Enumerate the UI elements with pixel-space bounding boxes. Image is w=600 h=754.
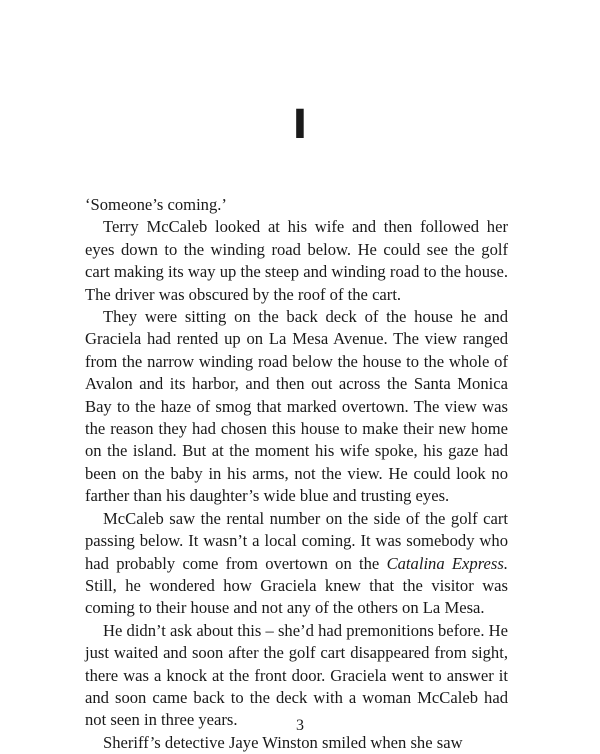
paragraph-3: They were sitting on the back deck of the house he and Graciela had rented up on La Mesa Avenue. The view ranged from the narrow winding road below the house to the whole of Avalon and its harbor, and then out across the Santa Monica Bay to the haze of smog that marked overtown. The view was the reason they had chosen this house to make their new home on the island. But at the moment his wife spoke, his gaze had been on the baby in his arms, not the view. He could look no farther than his daughter’s wide blue and trusting eyes. [85, 307, 508, 506]
paragraph-4-ship-name: Catalina Express. [386, 553, 508, 573]
paragraph-5: He didn’t ask about this – she’d had premonitions before. He just waited and soon after the golf cart disappeared from sight, there was a knock at the front door. Graciela went to answer it and soon came back to the deck with a woman McCaleb had not seen in three years. [85, 620, 508, 730]
paragraph-4-part-1: McCaleb saw the rental number on the side of the golf cart passing below. It wasn’t a local coming. It was somebody who had probably come from overtown on the [85, 508, 508, 573]
paragraph-1: ‘Someone’s coming.’ [85, 195, 227, 214]
page-number: 3 [296, 717, 304, 734]
paragraph-4-part-2: Still, he wondered how Graciela knew that the visitor was coming to their house and not any of the others on La Mesa. [85, 575, 508, 618]
paragraph-2: Terry McCaleb looked at his wife and then followed her eyes down to the winding road below. He could see the golf cart making its way up the steep and winding road to the house. The driver was obscured by the roof of the cart. [85, 217, 508, 304]
chapter-number: I [292, 102, 308, 148]
body-text [85, 194, 508, 754]
paragraph-4 [85, 508, 508, 620]
paragraph-6: Sheriff’s detective Jaye Winston smiled when she saw [103, 732, 463, 752]
